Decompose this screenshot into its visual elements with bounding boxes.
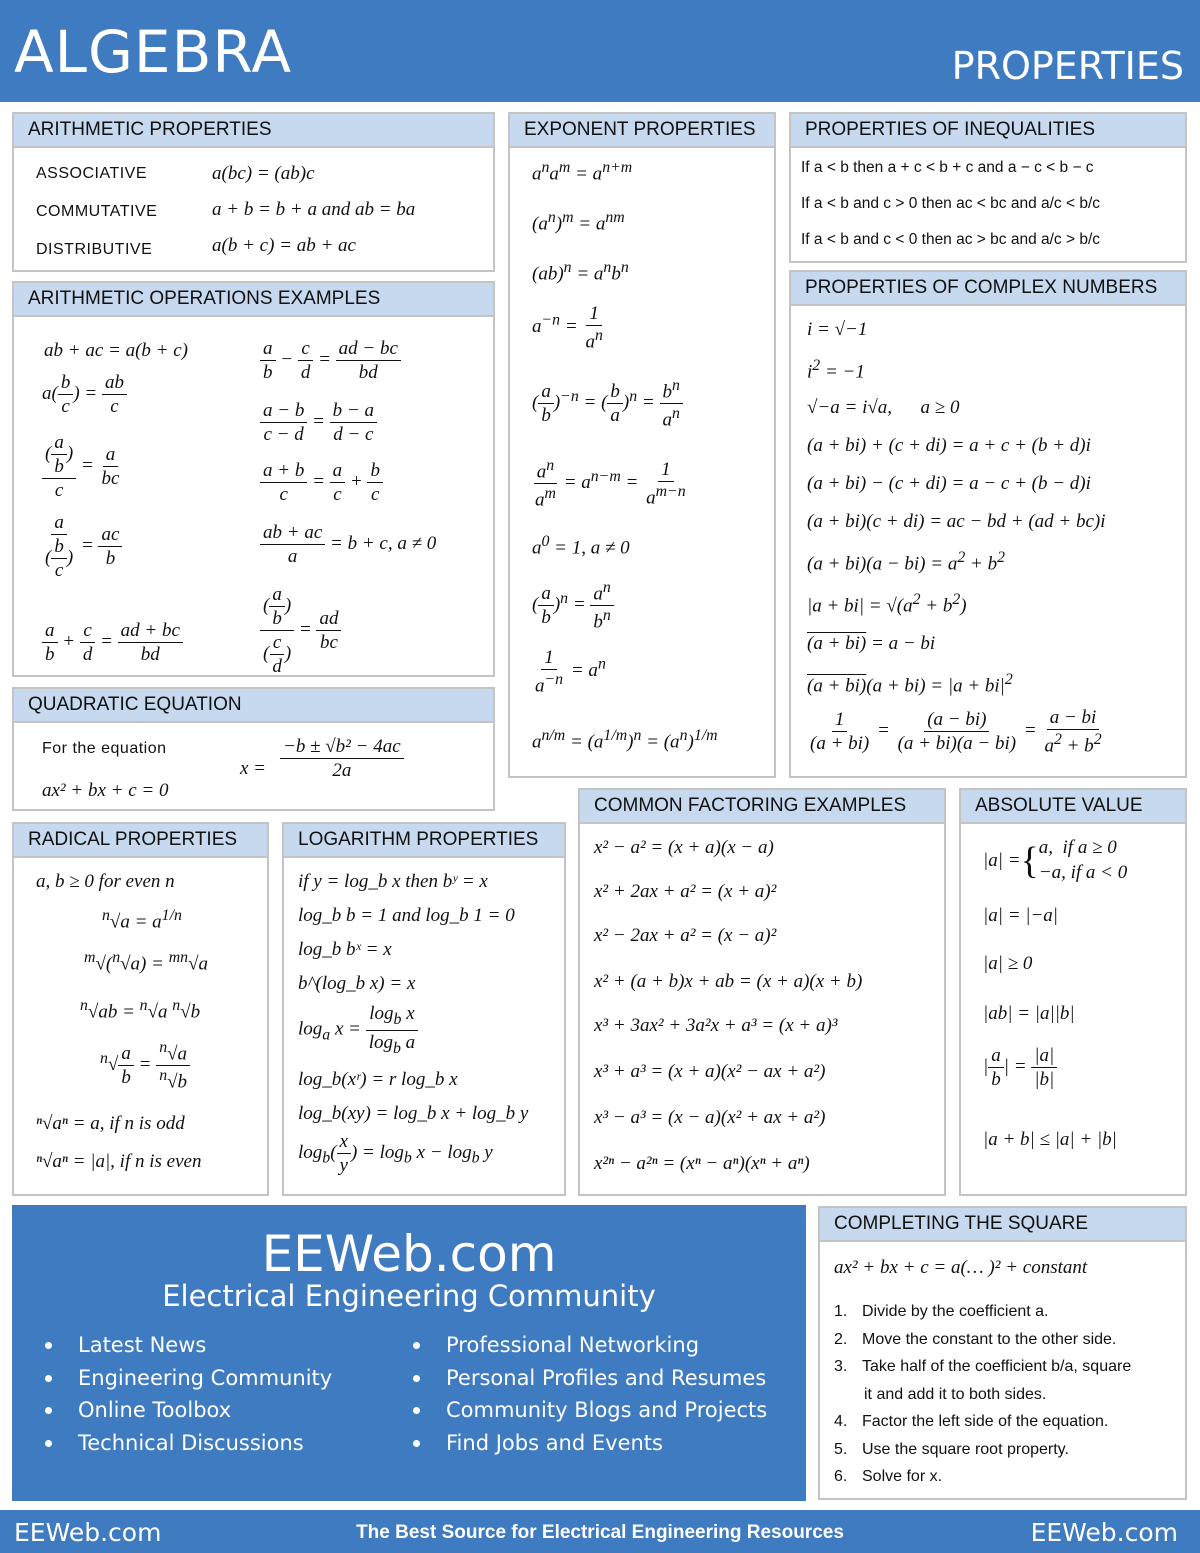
quadratic-heading: QUADRATIC EQUATION bbox=[14, 689, 493, 723]
completing-square-panel bbox=[818, 1206, 1187, 1500]
logarithm-panel bbox=[282, 822, 566, 1196]
quadratic-solution bbox=[280, 737, 404, 780]
complex-heading: PROPERTIES OF COMPLEX NUMBERS bbox=[791, 272, 1185, 306]
commutative-label: COMMUTATIVE bbox=[36, 203, 158, 220]
complex-rule-9: (a + bi) = a − bi bbox=[807, 633, 936, 654]
step-number: 3. bbox=[834, 1358, 848, 1375]
completing-square-steps bbox=[834, 1298, 1131, 1491]
completing-square-step bbox=[834, 1326, 1131, 1354]
inequality-rule-2: If a < b and c > 0 then ac < bc and a/c < b/c bbox=[801, 195, 1101, 212]
step-number: 1. bbox=[834, 1303, 848, 1320]
promo-item-personal-profiles[interactable]: Personal Profiles and Resumes bbox=[380, 1362, 767, 1395]
arithmetic-operations-heading: ARITHMETIC OPERATIONS EXAMPLES bbox=[14, 283, 493, 317]
step-text: Use the square root property. bbox=[862, 1440, 1069, 1458]
completing-square-formula: ax² + bx + c = a(… )² + constant bbox=[834, 1257, 1088, 1278]
absolute-panel bbox=[959, 788, 1187, 1196]
log-rule-1: if y = log_b x then bʸ = x bbox=[298, 871, 488, 892]
completing-square-step bbox=[834, 1436, 1131, 1464]
step-number: 6. bbox=[834, 1468, 848, 1485]
radical-rule-3: $^n$√ab = $^n$√a $^n$√b bbox=[80, 997, 201, 1023]
absolute-rule-3: |ab| = |a||b| bbox=[983, 1003, 1075, 1024]
absolute-definition: |a| ={a, if a ≥ 0 −a, if a < 0 bbox=[983, 837, 1128, 883]
promo-list-right bbox=[380, 1329, 767, 1459]
op-example-2: a( $\frac{b}{c}$ ) = $\frac{ab}{c}$ bbox=[42, 373, 127, 416]
complex-rule-4: (a + bi) + (c + di) = a + c + (b + d)i bbox=[807, 435, 1091, 456]
footer-site-left[interactable]: EEWeb.com bbox=[14, 1518, 162, 1547]
footer-site-right[interactable]: EEWeb.com bbox=[1030, 1518, 1178, 1547]
completing-square-heading: COMPLETING THE SQUARE bbox=[820, 1208, 1185, 1242]
associative-formula: a(bc) = (ab)c bbox=[212, 163, 315, 184]
step-text: Factor the left side of the equation. bbox=[862, 1413, 1109, 1430]
complex-rule-6: (a + bi)(c + di) = ac − bd + (ad + bc)i bbox=[807, 511, 1106, 532]
top-banner bbox=[0, 0, 1200, 102]
exp-rule-7: $a^0 = 1$, a ≠ 0 bbox=[532, 533, 630, 559]
step-text: Move the constant to the other side. bbox=[862, 1330, 1117, 1348]
arithmetic-operations-panel bbox=[12, 281, 495, 677]
log-rule-3: log_b bˣ = x bbox=[298, 939, 392, 960]
absolute-rule-4: | $\frac{a}{b}$ | = $\frac{|a|}{|b|}$ bbox=[983, 1046, 1057, 1089]
factoring-rule-6: x³ + a³ = (x + a)(x² − ax + a²) bbox=[594, 1061, 826, 1082]
inequality-rule-3: If a < b and c < 0 then ac > bc and a/c > b/c bbox=[801, 231, 1101, 248]
footer-bar bbox=[0, 1510, 1200, 1553]
quadratic-solution-numerator: −b ± √b² − 4ac bbox=[280, 737, 404, 759]
associative-label: ASSOCIATIVE bbox=[36, 165, 148, 182]
exp-rule-9: $\frac{1}{a^{-n}}$ = $a^n$ bbox=[535, 647, 606, 697]
factoring-heading: COMMON FACTORING EXAMPLES bbox=[580, 790, 944, 824]
complex-rule-1: i = √−1 bbox=[807, 319, 868, 340]
exp-rule-10: $a^{n/m} = (a^{1/m})^n = (a^n)^{1/m}$ bbox=[532, 727, 718, 753]
radical-rule-2: $^m$√($^n$√a) = $^{mn}$√a bbox=[84, 949, 208, 975]
factoring-rule-2: x² + 2ax + a² = (x + a)² bbox=[594, 881, 777, 902]
step-text: Take half of the coefficient b/a, square bbox=[862, 1358, 1132, 1375]
absolute-rule-1: |a| = |−a| bbox=[983, 905, 1059, 926]
factoring-rule-1: x² − a² = (x + a)(x − a) bbox=[594, 837, 774, 858]
exp-rule-8: ( $\frac{a}{b}$ )$^n$ = $\frac{a^n}{b^n}$ bbox=[532, 580, 614, 632]
page-subtitle: PROPERTIES bbox=[951, 44, 1184, 88]
factoring-rule-4: x² + (a + b)x + ab = (x + a)(x + b) bbox=[594, 971, 863, 992]
exp-rule-4: $a^{-n}$ = $\frac{1}{a^n}$ bbox=[532, 303, 603, 353]
factoring-rule-8: x²ⁿ − a²ⁿ = (xⁿ − aⁿ)(xⁿ + aⁿ) bbox=[594, 1153, 810, 1174]
op-example-9: $\frac{ab + ac}{a}$ = b + c, a ≠ 0 bbox=[260, 523, 436, 566]
exp-rule-3: $(ab)^n = a^nb^n$ bbox=[532, 259, 629, 285]
radical-condition: a, b ≥ 0 for even n bbox=[36, 871, 175, 892]
exp-rule-2: $(a^n)^m = a^{nm}$ bbox=[532, 209, 625, 235]
radical-odd: ⁿ√aⁿ = a, if n is odd bbox=[36, 1113, 185, 1134]
op-example-5: $\frac{a}{b}$ + $\frac{c}{d}$ = $\frac{ad + bc}{bd}$ bbox=[42, 621, 183, 664]
absolute-heading: ABSOLUTE VALUE bbox=[961, 790, 1185, 824]
factoring-rule-3: x² − 2ax + a² = (x − a)² bbox=[594, 925, 777, 946]
op-example-6: $\frac{a}{b}$ − $\frac{c}{d}$ = $\frac{ad - bc}{bd}$ bbox=[260, 339, 401, 382]
eeweb-promo bbox=[12, 1205, 806, 1501]
absolute-rule-2: |a| ≥ 0 bbox=[983, 953, 1033, 974]
inequalities-panel bbox=[789, 112, 1187, 263]
radical-heading: RADICAL PROPERTIES bbox=[14, 824, 267, 858]
distributive-label: DISTRIBUTIVE bbox=[36, 241, 153, 258]
log-rule-4: b^(log_b x) = x bbox=[298, 973, 416, 994]
exponent-heading: EXPONENT PROPERTIES bbox=[510, 114, 774, 148]
completing-square-step bbox=[834, 1298, 1131, 1326]
arithmetic-properties-panel bbox=[12, 112, 495, 272]
step-text: Divide by the coefficient a. bbox=[862, 1303, 1049, 1320]
step-number: 2. bbox=[834, 1330, 848, 1348]
complex-rule-2: $i^2 = -1$ bbox=[807, 357, 865, 383]
log-rule-5: $\log_a x$ = $\frac{\log_b x}{\log_b a}$ bbox=[298, 1004, 418, 1056]
page-title: ALGEBRA bbox=[14, 18, 292, 86]
factoring-panel bbox=[578, 788, 946, 1196]
log-rule-7: log_b(xy) = log_b x + log_b y bbox=[298, 1103, 529, 1124]
inequality-rule-1: If a < b then a + c < b + c and a − c < b − c bbox=[801, 159, 1094, 176]
radical-rule-1: $^n√a = a^{1/n}$ bbox=[102, 907, 182, 933]
complex-rule-11: $\frac{1}{(a + bi)}$ = $\frac{(a - bi)}{(a + bi)(a - bi)}$ = $\frac{a - bi}{a^2 + b^2}$ bbox=[810, 707, 1102, 757]
complex-rule-8: $|a + bi| = √(a^2 + b^2)$ bbox=[807, 591, 967, 617]
op-example-10: ( $\frac{a}{b}$ ) ( $\frac{c}{d}$ ) = $\frac{ad}{bc}$ bbox=[260, 585, 341, 676]
completing-square-step bbox=[834, 1408, 1131, 1436]
completing-square-step bbox=[834, 1381, 1131, 1409]
factoring-rule-7: x³ − a³ = (x − a)(x² + ax + a²) bbox=[594, 1107, 826, 1128]
radical-rule-4: $^n$√ $\frac{a}{b}$ = $\frac{^n√a}{^n√b}$ bbox=[100, 1040, 190, 1092]
absolute-rule-5: |a + b| ≤ |a| + |b| bbox=[983, 1129, 1117, 1150]
op-example-3: ( $\frac{a}{b}$ ) c = $\frac{a}{bc}$ bbox=[42, 433, 122, 500]
complex-rule-7: $(a + bi)(a - bi) = a^2 + b^2$ bbox=[807, 549, 1006, 575]
factoring-rule-5: x³ + 3ax² + 3a²x + a³ = (x + a)³ bbox=[594, 1015, 838, 1036]
commutative-formula: a + b = b + a and ab = ba bbox=[212, 199, 416, 220]
op-example-7: $\frac{a - b}{c - d}$ = $\frac{b - a}{d - c}$ bbox=[260, 401, 377, 444]
footer-tagline: The Best Source for Electrical Engineering Resources bbox=[356, 1522, 844, 1543]
quadratic-panel bbox=[12, 687, 495, 811]
promo-item-latest-news[interactable]: Latest News bbox=[12, 1329, 332, 1362]
promo-item-engineering-community[interactable]: Engineering Community bbox=[12, 1362, 332, 1395]
radical-even: ⁿ√aⁿ = |a|, if n is even bbox=[36, 1151, 202, 1172]
step-number: 4. bbox=[834, 1413, 848, 1430]
complex-panel bbox=[789, 270, 1187, 778]
op-example-4: a ( $\frac{b}{c}$ ) = $\frac{ac}{b}$ bbox=[42, 513, 122, 580]
promo-item-community-blogs[interactable]: Community Blogs and Projects bbox=[380, 1394, 767, 1427]
exp-rule-1: $a^na^m = a^{n+m}$ bbox=[532, 159, 633, 185]
step-number: 5. bbox=[834, 1440, 848, 1458]
promo-item-professional-networking[interactable]: Professional Networking bbox=[380, 1329, 767, 1362]
completing-square-step bbox=[834, 1463, 1131, 1491]
logarithm-heading: LOGARITHM PROPERTIES bbox=[284, 824, 564, 858]
completing-square-step bbox=[834, 1353, 1131, 1381]
op-example-1: ab + ac = a(b + c) bbox=[44, 340, 188, 361]
quadratic-for-text: For the equation bbox=[42, 740, 167, 757]
complex-rule-3: √−a = i√a, a ≥ 0 bbox=[807, 397, 960, 418]
complex-rule-10: $(a + bi)(a + bi) = |a + bi|^2$ bbox=[807, 671, 1013, 697]
promo-item-find-jobs[interactable]: Find Jobs and Events bbox=[380, 1427, 767, 1460]
promo-tagline: Electrical Engineering Community bbox=[162, 1279, 656, 1313]
exponent-panel bbox=[508, 112, 776, 778]
exp-rule-6: $\frac{a^n}{a^m}$ = $a^{n-m}$ = $\frac{1}{a^{m-n}}$ bbox=[535, 457, 686, 511]
promo-item-technical-discussions[interactable]: Technical Discussions bbox=[12, 1427, 332, 1460]
log-rule-6: log_b(xʳ) = r log_b x bbox=[298, 1069, 458, 1090]
arithmetic-properties-heading: ARITHMETIC PROPERTIES bbox=[14, 114, 493, 148]
inequalities-heading: PROPERTIES OF INEQUALITIES bbox=[791, 114, 1185, 148]
promo-list-left bbox=[12, 1329, 332, 1459]
promo-item-online-toolbox[interactable]: Online Toolbox bbox=[12, 1394, 332, 1427]
log-rule-8: $\log_b$( $\frac{x}{y}$ ) = $\log_b x - \log_b y$ bbox=[298, 1131, 493, 1176]
distributive-formula: a(b + c) = ab + ac bbox=[212, 235, 356, 256]
complex-rule-5: (a + bi) − (c + di) = a − c + (b − d)i bbox=[807, 473, 1091, 494]
exp-rule-5: ( $\frac{a}{b}$ )$^{-n}$ = ( $\frac{b}{a}$ )$^n$ = $\frac{b^n}{a^n}$ bbox=[532, 378, 683, 430]
radical-panel bbox=[12, 822, 269, 1196]
step-text: it and add it to both sides. bbox=[864, 1385, 1047, 1403]
log-rule-2: log_b b = 1 and log_b 1 = 0 bbox=[298, 905, 515, 926]
quadratic-solution-denominator: 2a bbox=[332, 760, 352, 781]
quadratic-solution-lhs: x = bbox=[240, 758, 267, 779]
promo-site-name[interactable]: EEWeb.com bbox=[261, 1225, 557, 1283]
op-example-8: $\frac{a + b}{c}$ = $\frac{a}{c}$ + $\frac{b}{c}$ bbox=[260, 461, 383, 504]
quadratic-equation: ax² + bx + c = 0 bbox=[42, 780, 169, 801]
step-text: Solve for x. bbox=[862, 1468, 943, 1485]
